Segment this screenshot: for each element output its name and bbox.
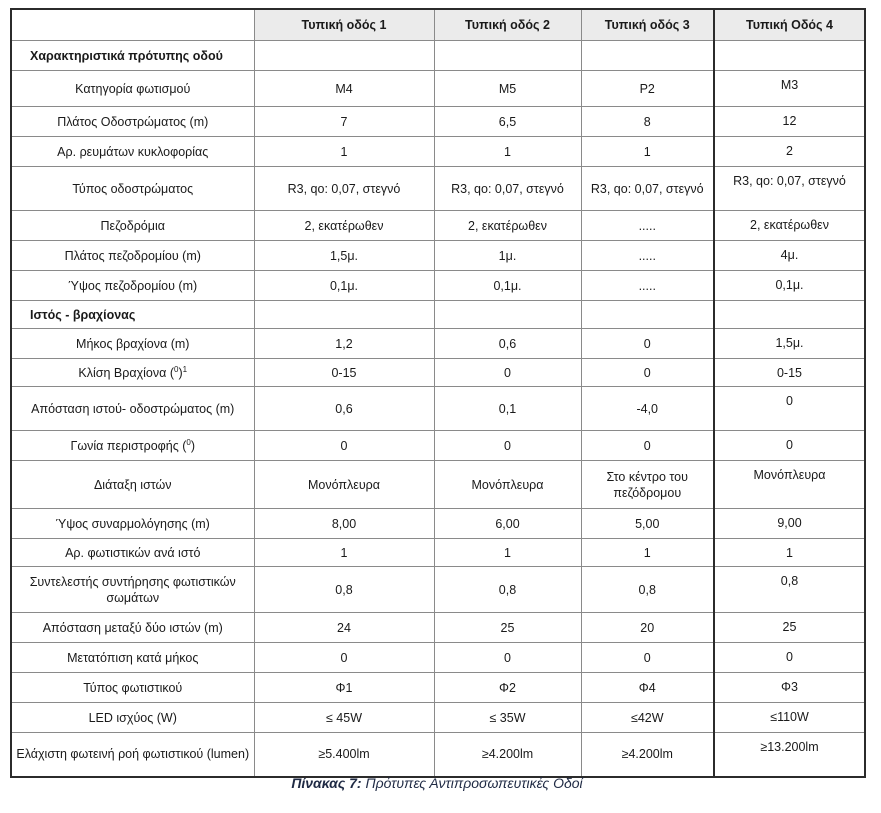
cell-road-2: 1 bbox=[434, 539, 581, 567]
row-label: Μετατόπιση κατά μήκος bbox=[11, 643, 254, 673]
row-label: Μήκος βραχίονα (m) bbox=[11, 329, 254, 359]
cell-road-4: 9,00 bbox=[714, 509, 865, 539]
cell-road-3: 0 bbox=[581, 359, 714, 387]
cell-road-1: R3, qo: 0,07, στεγνό bbox=[254, 167, 434, 211]
empty-cell bbox=[434, 301, 581, 329]
table-row bbox=[11, 539, 865, 567]
section-row-pole bbox=[11, 301, 865, 329]
row-label: Αρ. φωτιστικών ανά ιστό bbox=[11, 539, 254, 567]
cell-road-2: ≤ 35W bbox=[434, 703, 581, 733]
cell-road-3: Στο κέντρο του πεζόδρομου bbox=[581, 461, 714, 509]
cell-road-1: 24 bbox=[254, 613, 434, 643]
cell-road-4: 0 bbox=[714, 643, 865, 673]
cell-road-2: 0,1 bbox=[434, 387, 581, 431]
cell-road-2: 0,1μ. bbox=[434, 271, 581, 301]
row-label-text: Γωνία περιστροφής ( bbox=[70, 438, 187, 453]
cell-road-3: 5,00 bbox=[581, 509, 714, 539]
cell-road-1: 0,8 bbox=[254, 567, 434, 613]
footnote-sup: 1 bbox=[182, 364, 188, 374]
cell-road-1: ≥5.400lm bbox=[254, 733, 434, 777]
row-label: Πλάτος πεζοδρομίου (m) bbox=[11, 241, 254, 271]
cell-road-3: 1 bbox=[581, 137, 714, 167]
cell-road-3: 8 bbox=[581, 107, 714, 137]
row-label: Ύψος συναρμολόγησης (m) bbox=[11, 509, 254, 539]
cell-road-4: 0-15 bbox=[714, 359, 865, 387]
row-label bbox=[11, 431, 254, 461]
cell-road-4: 0,8 bbox=[714, 567, 865, 613]
table-row bbox=[11, 733, 865, 777]
cell-road-1: 8,00 bbox=[254, 509, 434, 539]
cell-road-2: 6,5 bbox=[434, 107, 581, 137]
cell-road-3: 0 bbox=[581, 643, 714, 673]
header-road-4: Τυπική Οδός 4 bbox=[714, 9, 865, 41]
cell-road-3: 0,8 bbox=[581, 567, 714, 613]
row-label: Τύπος φωτιστικού bbox=[11, 673, 254, 703]
caption-text: Πρότυπες Αντιπροσωπευτικές Οδοί bbox=[361, 775, 583, 791]
cell-road-3: 1 bbox=[581, 539, 714, 567]
cell-road-2: Φ2 bbox=[434, 673, 581, 703]
cell-road-2: 2, εκατέρωθεν bbox=[434, 211, 581, 241]
table-row bbox=[11, 387, 865, 431]
cell-road-2: Μ5 bbox=[434, 71, 581, 107]
table-row bbox=[11, 643, 865, 673]
row-label-tail: ) bbox=[178, 365, 183, 380]
cell-road-4: 25 bbox=[714, 613, 865, 643]
header-corner-cell bbox=[11, 9, 254, 41]
cell-road-2: 0 bbox=[434, 359, 581, 387]
table-row bbox=[11, 703, 865, 733]
cell-road-1: 0-15 bbox=[254, 359, 434, 387]
table-row bbox=[11, 107, 865, 137]
cell-road-1: Μ4 bbox=[254, 71, 434, 107]
empty-cell bbox=[254, 41, 434, 71]
table-row bbox=[11, 613, 865, 643]
cell-road-4: Φ3 bbox=[714, 673, 865, 703]
cell-road-4: ≤110W bbox=[714, 703, 865, 733]
table-row bbox=[11, 137, 865, 167]
cell-road-4: 12 bbox=[714, 107, 865, 137]
empty-cell bbox=[581, 301, 714, 329]
row-label: Συντελεστής συντήρησης φωτιστικών σωμάτων bbox=[11, 567, 254, 613]
caption-number: Πίνακας 7: bbox=[291, 775, 362, 791]
row-label: Απόσταση μεταξύ δύο ιστών (m) bbox=[11, 613, 254, 643]
cell-road-3: ≥4.200lm bbox=[581, 733, 714, 777]
row-label: Τύπος οδοστρώματος bbox=[11, 167, 254, 211]
row-label: Ελάχιστη φωτεινή ροή φωτιστικού (lumen) bbox=[11, 733, 254, 777]
cell-road-1: ≤ 45W bbox=[254, 703, 434, 733]
cell-road-2: 0,8 bbox=[434, 567, 581, 613]
degree-sup: 0 bbox=[174, 364, 179, 374]
cell-road-2: 0,6 bbox=[434, 329, 581, 359]
cell-road-3: Φ4 bbox=[581, 673, 714, 703]
cell-road-4: 2 bbox=[714, 137, 865, 167]
header-road-3: Τυπική οδός 3 bbox=[581, 9, 714, 41]
table-row bbox=[11, 509, 865, 539]
empty-cell bbox=[714, 41, 865, 71]
cell-road-3: 0 bbox=[581, 329, 714, 359]
table-row bbox=[11, 71, 865, 107]
table-row bbox=[11, 461, 865, 509]
row-label-text: Κλίση Βραχίονα ( bbox=[78, 365, 174, 380]
cell-road-2: 6,00 bbox=[434, 509, 581, 539]
table-row bbox=[11, 359, 865, 387]
table-caption bbox=[10, 775, 864, 791]
row-label: Διάταξη ιστών bbox=[11, 461, 254, 509]
cell-road-3: Ρ2 bbox=[581, 71, 714, 107]
row-label: Αρ. ρευμάτων κυκλοφορίας bbox=[11, 137, 254, 167]
cell-road-2: 1 bbox=[434, 137, 581, 167]
cell-road-4: 0 bbox=[714, 387, 865, 431]
table-row bbox=[11, 211, 865, 241]
section-row-road bbox=[11, 41, 865, 71]
row-label: Πλάτος Οδοστρώματος (m) bbox=[11, 107, 254, 137]
row-label: Πεζοδρόμια bbox=[11, 211, 254, 241]
cell-road-1: 1 bbox=[254, 137, 434, 167]
cell-road-4: 0 bbox=[714, 431, 865, 461]
cell-road-3: ..... bbox=[581, 241, 714, 271]
cell-road-2: 25 bbox=[434, 613, 581, 643]
cell-road-1: Φ1 bbox=[254, 673, 434, 703]
row-label: Απόσταση ιστού- οδοστρώματος (m) bbox=[11, 387, 254, 431]
cell-road-4: 0,1μ. bbox=[714, 271, 865, 301]
table-row bbox=[11, 673, 865, 703]
cell-road-4: Μ3 bbox=[714, 71, 865, 107]
cell-road-1: 0,6 bbox=[254, 387, 434, 431]
spec-table-container bbox=[10, 8, 864, 778]
cell-road-4: 4μ. bbox=[714, 241, 865, 271]
cell-road-2: R3, qo: 0,07, στεγνό bbox=[434, 167, 581, 211]
cell-road-2: 1μ. bbox=[434, 241, 581, 271]
cell-road-4: ≥13.200lm bbox=[714, 733, 865, 777]
cell-road-1: 7 bbox=[254, 107, 434, 137]
empty-cell bbox=[254, 301, 434, 329]
cell-road-3: ≤42W bbox=[581, 703, 714, 733]
cell-road-3: -4,0 bbox=[581, 387, 714, 431]
cell-road-1: 0 bbox=[254, 431, 434, 461]
cell-road-1: 1 bbox=[254, 539, 434, 567]
cell-road-3: R3, qo: 0,07, στεγνό bbox=[581, 167, 714, 211]
cell-road-2: ≥4.200lm bbox=[434, 733, 581, 777]
cell-road-4: 2, εκατέρωθεν bbox=[714, 211, 865, 241]
row-label-tail: ) bbox=[190, 438, 195, 453]
cell-road-1: Μονόπλευρα bbox=[254, 461, 434, 509]
table-row bbox=[11, 567, 865, 613]
cell-road-1: 2, εκατέρωθεν bbox=[254, 211, 434, 241]
empty-cell bbox=[581, 41, 714, 71]
cell-road-2: Μονόπλευρα bbox=[434, 461, 581, 509]
cell-road-1: 1,2 bbox=[254, 329, 434, 359]
empty-cell bbox=[434, 41, 581, 71]
header-road-1: Τυπική οδός 1 bbox=[254, 9, 434, 41]
header-road-2: Τυπική οδός 2 bbox=[434, 9, 581, 41]
row-label: Ύψος πεζοδρομίου (m) bbox=[11, 271, 254, 301]
road-spec-table bbox=[10, 8, 866, 778]
cell-road-3: ..... bbox=[581, 211, 714, 241]
cell-road-4: R3, qo: 0,07, στεγνό bbox=[714, 167, 865, 211]
empty-cell bbox=[714, 301, 865, 329]
section-title-pole: Ιστός - βραχίονας bbox=[11, 301, 254, 329]
cell-road-1: 0 bbox=[254, 643, 434, 673]
cell-road-3: 20 bbox=[581, 613, 714, 643]
row-label bbox=[11, 359, 254, 387]
table-row bbox=[11, 431, 865, 461]
row-label: LED ισχύος (W) bbox=[11, 703, 254, 733]
cell-road-2: 0 bbox=[434, 643, 581, 673]
cell-road-4: 1 bbox=[714, 539, 865, 567]
cell-road-4: Μονόπλευρα bbox=[714, 461, 865, 509]
cell-road-3: 0 bbox=[581, 431, 714, 461]
cell-road-4: 1,5μ. bbox=[714, 329, 865, 359]
cell-road-3: ..... bbox=[581, 271, 714, 301]
cell-road-1: 1,5μ. bbox=[254, 241, 434, 271]
cell-road-2: 0 bbox=[434, 431, 581, 461]
section-title-road: Χαρακτηριστικά πρότυπης οδού bbox=[11, 41, 254, 71]
degree-sup: 0 bbox=[186, 437, 191, 447]
table-row bbox=[11, 329, 865, 359]
row-label: Κατηγορία φωτισμού bbox=[11, 71, 254, 107]
cell-road-1: 0,1μ. bbox=[254, 271, 434, 301]
table-row bbox=[11, 167, 865, 211]
table-row bbox=[11, 271, 865, 301]
table-row bbox=[11, 241, 865, 271]
table-header-row bbox=[11, 9, 865, 41]
